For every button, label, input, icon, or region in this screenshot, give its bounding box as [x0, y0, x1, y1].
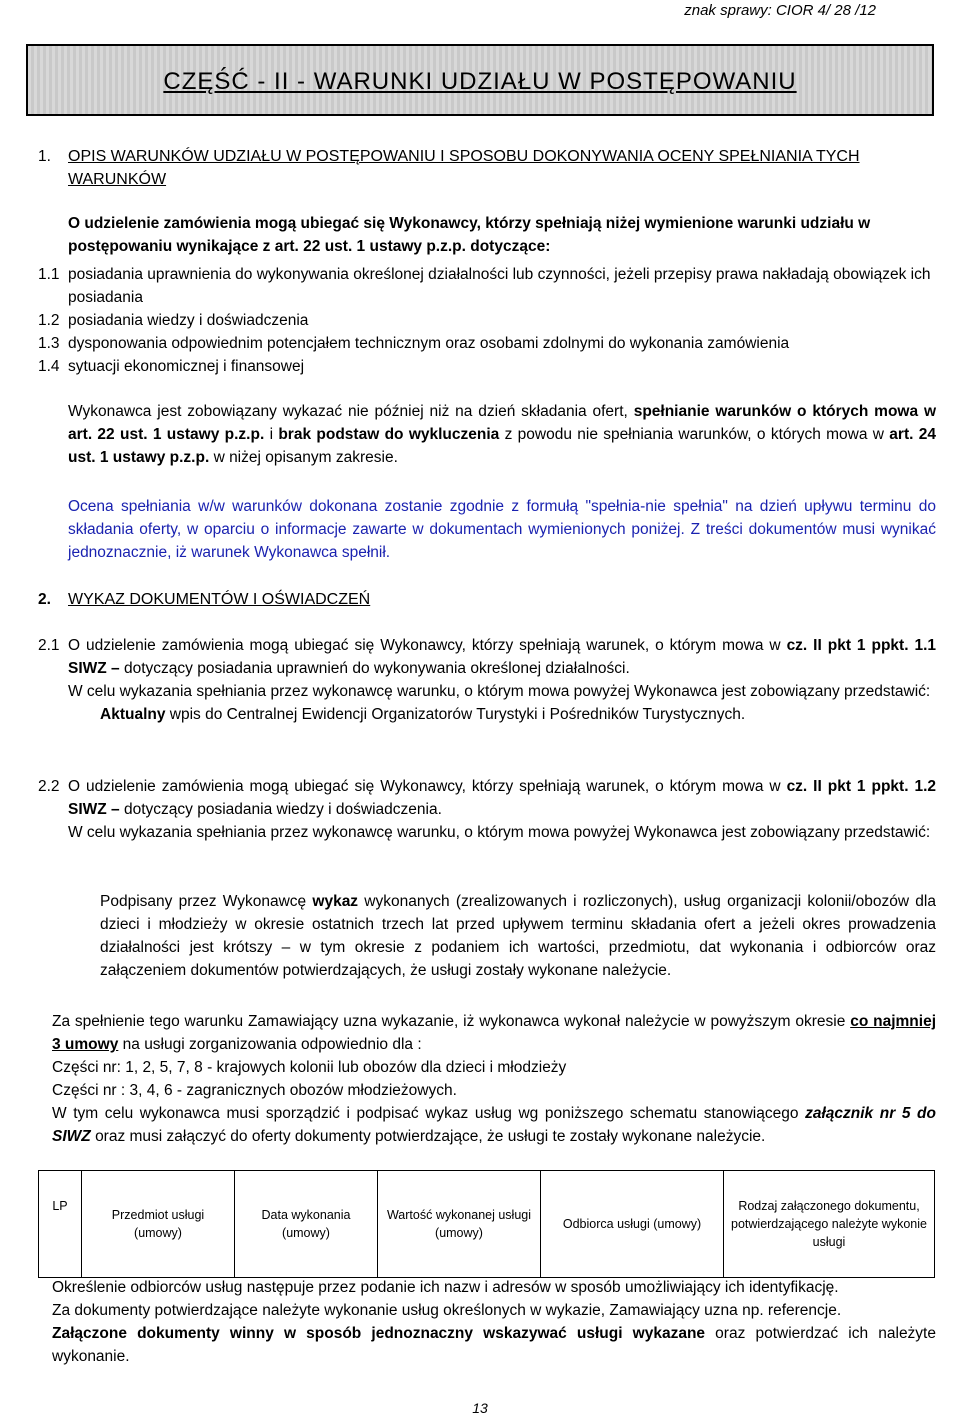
conditions-list — [38, 263, 936, 378]
part-banner — [26, 44, 934, 116]
table-header-cell: Data wykonania (umowy) — [235, 1171, 378, 1278]
page-number: 13 — [472, 1400, 488, 1416]
part-title: CZĘŚĆ - II - WARUNKI UDZIAŁU W POSTĘPOWANIU — [163, 68, 797, 95]
list-item: 1.2 posiadania wiedzy i doświadczenia — [38, 312, 309, 329]
table-header-cell: Odbiorca usługi (umowy) — [541, 1171, 724, 1278]
list-item: 1.3 dysponowania odpowiednim potencjałem technicznym oraz osobami zdolnymi do wykonania zamówienia — [38, 335, 790, 352]
item-2-2-document: Podpisany przez Wykonawcę wykaz wykonanych (zrealizowanych i rozliczonych), usług organizacji kolonii/obozów dla dzieci i młodzieży w okresie ostatnich trzech lat przed upływem terminu składania ofert a jeżeli okres prowadzenia działalności jest krótszy – w tym okresie z podaniem ich wartości, przedmiotu, dat wykonania i odbiorców oraz załączeniem dokumentów potwierdzających, że usługi zostały wykonane należycie. — [100, 893, 936, 979]
item-2-2: 2.2 O udzielenie zamówienia mogą ubiegać się Wykonawcy, którzy spełniają warunek, o którym mowa w cz. II pkt 1 ppkt. 1.2 SIWZ – dotyczący posiadania wiedzy i doświadczenia. W celu wykazania spełniania przez wykonawcę warunku, o którym mowa powyżej Wykonawca jest zobowiązany przedstawić: — [38, 778, 937, 841]
section-2-heading: 2. WYKAZ DOKUMENTÓW I OŚWIADCZEŃ — [38, 591, 371, 608]
item-2-1: 2.1 O udzielenie zamówienia mogą ubiegać się Wykonawcy, którzy spełniają warunek, o którym mowa w cz. II pkt 1 ppkt. 1.1 SIWZ – dotyczący posiadania uprawnień do wykonywania określonej działalności. W celu wykazania spełniania przez wykonawcę warunku, o którym mowa powyżej Wykonawca jest zobowiązany przedstawić: Aktualny wpis do Centralnej Ewidencji Organizatorów Turystyki i Pośredników Turystycznych. — [38, 637, 937, 723]
table-header-cell: Wartość wykonanej usługi (umowy) — [378, 1171, 541, 1278]
table-header-cell: Przedmiot usługi (umowy) — [82, 1171, 235, 1278]
table-header-cell: LP — [39, 1171, 82, 1278]
section-1-heading: 1. OPIS WARUNKÓW UDZIAŁU W POSTĘPOWANIU I SPOSOBU DOKONYWANIA OCENY SPEŁNIANIA TYCH WARUNKÓW — [38, 148, 860, 188]
obligation-paragraph: Wykonawca jest zobowiązany wykazać nie później niż na dzień składania ofert, spełnianie warunków o których mowa w art. 22 ust. 1 ustawy p.z.p. i brak podstaw do wykluczenia z powodu nie spełniania warunków, o których mowa w art. 24 ust. 1 ustawy p.z.p. w niżej opisanym zakresie. — [68, 403, 937, 466]
case-reference: znak sprawy: CIOR 4/ 28 /12 — [684, 2, 876, 19]
list-item: 1.1 posiadania uprawnienia do wykonywania określonej działalności lub czynności, jeżeli przepisy prawa nakładają obowiązek ich posiadania — [38, 266, 931, 306]
table-header-row — [39, 1171, 935, 1278]
footer-notes: Określenie odbiorców usług następuje przez podanie ich nazw i adresów w sposób umożliwiający ich identyfikację. Za dokumenty potwierdzające należyte wykonanie usług określonych w wykazie, Zamawiający uzna np. referencje. Załączone dokumenty winny w sposób jednoznaczny wskazywać usługi wykazane oraz potwierdzać ich należyte wykonanie. — [52, 1279, 936, 1365]
section-1-intro: O udzielenie zamówienia mogą ubiegać się Wykonawcy, którzy spełniają niżej wymienione warunki udziału w postępowaniu wynikające z art. 22 ust. 1 ustawy p.z.p. dotyczące: — [68, 215, 871, 255]
table-header-cell: Rodzaj załączonego dokumentu, potwierdzającego należyte wykonie usługi — [724, 1171, 935, 1278]
requirement-paragraph: Za spełnienie tego warunku Zamawiający uzna wykazanie, iż wykonawca wykonał należycie w powyższym okresie co najmniej 3 umowy na usługi zorganizowania odpowiednio dla : Części nr: 1, 2, 5, 7, 8 - krajowych kolonii lub obozów dla dzieci i młodzieży Części nr : 3, 4, 6 - zagranicznych obozów młodzieżowych. W tym celu wykonawca musi sporządzić i podpisać wykaz usług wg poniższego schematu stanowiącego załącznik nr 5 do SIWZ oraz musi załączyć do oferty dokumenty potwierdzające, że usługi te zostały wykonane należycie. — [52, 1013, 936, 1145]
list-item: 1.4 sytuacji ekonomicznej i finansowej — [38, 358, 305, 375]
evaluation-paragraph: Ocena spełniania w/w warunków dokonana zostanie zgodnie z formułą "spełnia-nie spełnia" na dzień upływu terminu do składania oferty, w oparciu o informacje zawarte w dokumentach wymienionych poniżej. Z treści dokumentów musi wynikać jednoznacznie, iż warunek Wykonawca spełnił. — [68, 498, 936, 561]
services-register-table — [38, 1170, 935, 1278]
